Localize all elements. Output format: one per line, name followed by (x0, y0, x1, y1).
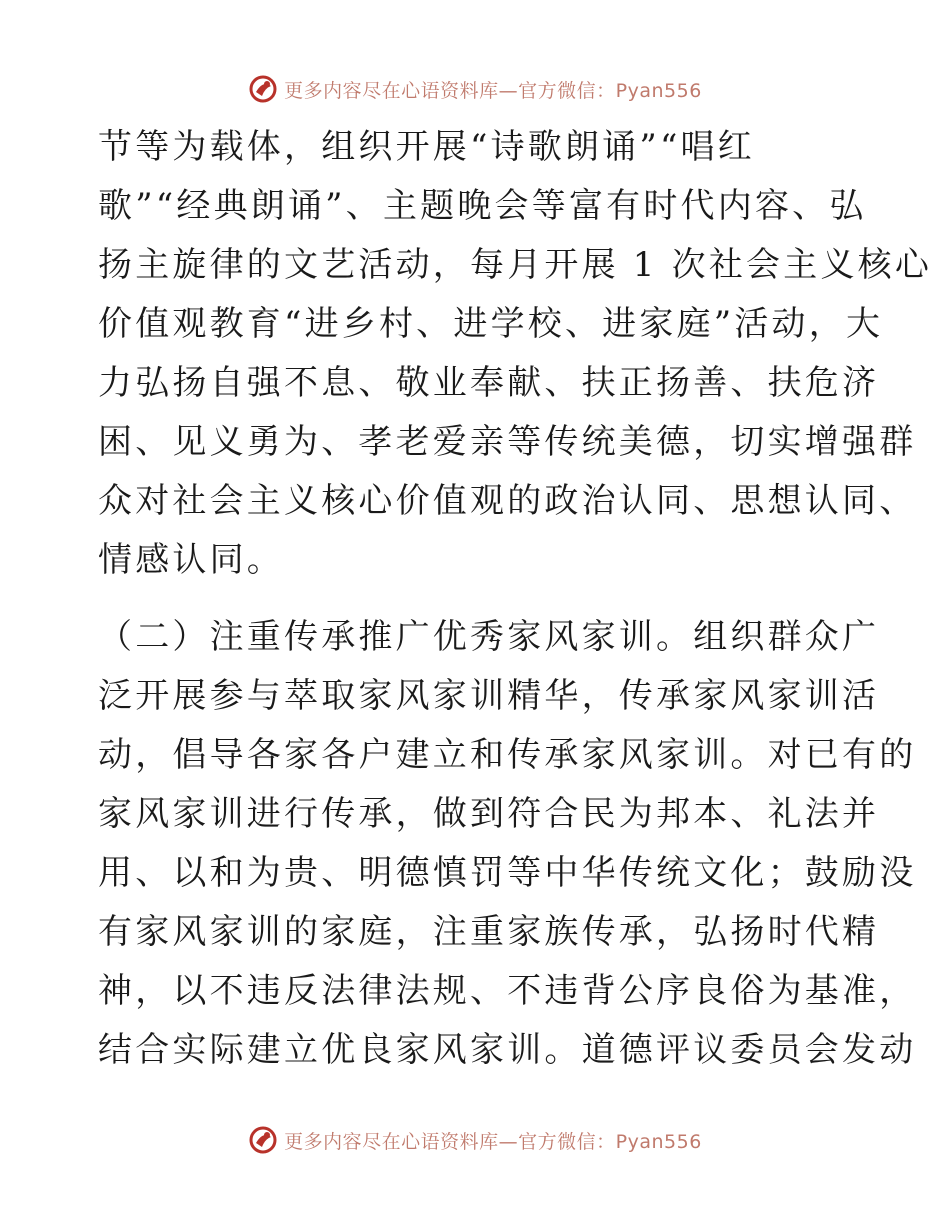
text-line: 结合实际建立优良家风家训。道德评议委员会发动 (98, 1030, 917, 1070)
red-swirl-logo-icon (248, 1125, 278, 1155)
text-line: 用、以和为贵、明德慎罚等中华传统文化；鼓励没 (98, 853, 917, 893)
text-line: 力弘扬自强不息、敬业奉献、扶正扬善、扶危济 (98, 363, 880, 403)
text-line: 神，以不违反法律法规、不违背公序良俗为基准， (98, 971, 917, 1011)
text-line: 有家风家训的家庭，注重家族传承，弘扬时代精 (98, 912, 880, 952)
text-line: 泛开展参与萃取家风家训精华，传承家风家训活 (98, 676, 880, 716)
text-line: 众对社会主义核心价值观的政治认同、思想认同、 (98, 481, 917, 521)
header-watermark (0, 72, 950, 106)
text-line: 情感认同。 (98, 540, 284, 580)
text-line: 歌”“经典朗诵”、主题晚会等富有时代内容、弘 (98, 186, 867, 226)
text-line: （二）注重传承推广优秀家风家训。组织群众广 (98, 617, 880, 657)
paragraph-2 (98, 608, 917, 1080)
document-body (98, 118, 933, 1080)
text-line: 困、见义勇为、孝老爱亲等传统美德，切实增强群 (98, 422, 917, 462)
text-line: 节等为载体，组织开展“诗歌朗诵”“唱红 (98, 127, 755, 167)
paragraph-gap (98, 590, 858, 608)
footer-watermark (0, 1123, 950, 1157)
red-swirl-logo-icon (248, 74, 278, 104)
text-line: 动，倡导各家各户建立和传承家风家训。对已有的 (98, 735, 917, 775)
text-line: 扬主旋律的文艺活动，每月开展 1 次社会主义核心 (98, 245, 933, 285)
paragraph-1 (98, 118, 933, 590)
text-line: 家风家训进行传承，做到符合民为邦本、礼法并 (98, 794, 880, 834)
watermark-text: 更多内容尽在心语资料库—官方微信：Pyan556 (284, 79, 702, 102)
text-line: 价值观教育“进乡村、进学校、进家庭”活动，大 (98, 304, 884, 344)
watermark-text: 更多内容尽在心语资料库—官方微信：Pyan556 (284, 1130, 702, 1153)
